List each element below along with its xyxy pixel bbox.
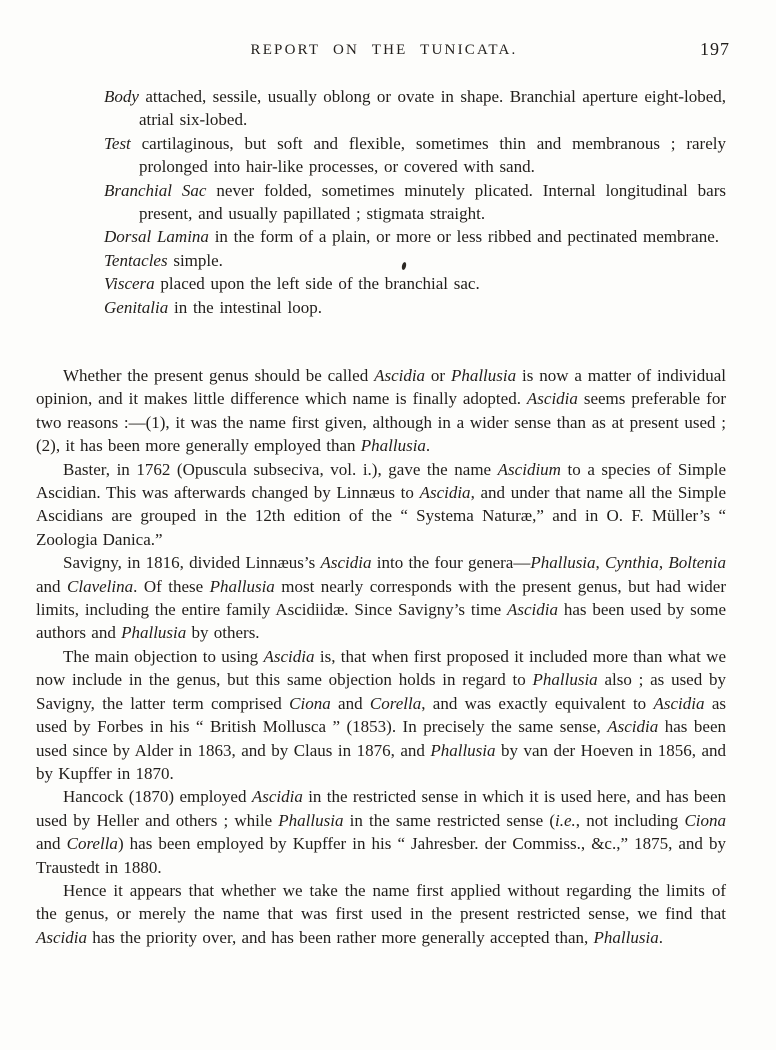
paragraph-naming-question: Whether the present genus should be called Ascidia or Phallusia is now a matter of individual opinion, and it makes little difference which name is finally adopted. Ascidia seems preferable for two reasons :—(1), it was the name first given, although in a wider sense than as at present used ; (2), it has been more generally employed than Phallusia. xyxy=(36,366,726,456)
definition-genitalia: Genitalia in the intestinal loop. xyxy=(104,297,323,317)
paragraph-baster-history: Baster, in 1762 (Opuscula subseciva, vol. i.), gave the name Ascidium to a species of Simple Ascidian. This was afterwards changed by Linnæus to Ascidia, and under that name all the Simple Ascidians are grouped in the 12th edition of the “ Systema Naturæ,” and in O. F. Müller’s “ Zoologia Danica.” xyxy=(36,459,726,549)
definition-test: Test cartilaginous, but soft and flexible, sometimes thin and membranous ; rarely prolonged into hair-like processes, or covered with sand. xyxy=(104,133,726,177)
page-header xyxy=(38,39,730,66)
definition-body: Body attached, sessile, usually oblong or ovate in shape. Branchial aperture eight-lobed, atrial six-lobed. xyxy=(104,87,726,130)
paragraph-main-objection: The main objection to using Ascidia is, that when first proposed it included more than what we now include in the genus, but this same objection holds in regard to Phallusia also ; as used by Savigny, the latter term comprised Ciona and Corella, and was exactly equivalent to Ascidia as used by Forbes in his “ British Mollusca ” (1853). In precisely the same sense, Ascidia has been used since by Alder in 1863, and by Claus in 1876, and Phallusia by van der Hoeven in 1856, and by Kupffer in 1870. xyxy=(36,646,727,783)
definition-viscera: Viscera placed upon the left side of the branchial sac. xyxy=(104,274,480,294)
definition-tentacles: Tentacles simple. xyxy=(104,250,223,270)
body-text xyxy=(36,364,726,949)
definition-branchial-sac: Branchial Sac never folded, sometimes minutely plicated. Internal longitudinal bars present, and usually papillated ; stigmata straight. xyxy=(104,180,726,224)
page-number: 197 xyxy=(700,39,730,59)
definition-dorsal-lamina: Dorsal Lamina in the form of a plain, or more or less ribbed and pectinated membrane. xyxy=(104,227,719,247)
running-title: REPORT ON THE TUNICATA. xyxy=(250,42,518,58)
paragraph-savigny-genera: Savigny, in 1816, divided Linnæus’s Ascidia into the four genera—Phallusia, Cynthia, Boltenia and Clavelina. Of these Phallusia most nearly corresponds with the present genus, but had wider limits, including the entire family Ascidiidæ. Since Savigny’s time Ascidia has been used by some authors and Phallusia by others. xyxy=(36,553,727,643)
paragraph-conclusion: Hence it appears that whether we take the name first applied without regarding the limits of the genus, or merely the name that was first used in the present restricted sense, we find that Ascidia has the priority over, and has been rather more generally accepted than, Phallusia. xyxy=(36,880,726,947)
paragraph-hancock-usage: Hancock (1870) employed Ascidia in the restricted sense in which it is used here, and has been used by Heller and others ; while Phallusia in the same restricted sense (i.e., not including Ciona and Corella) has been employed by Kupffer in his “ Jahresber. der Commiss., &c.,” 1875, and by Traustedt in 1880. xyxy=(36,787,726,877)
genus-diagnosis-list xyxy=(104,85,726,319)
